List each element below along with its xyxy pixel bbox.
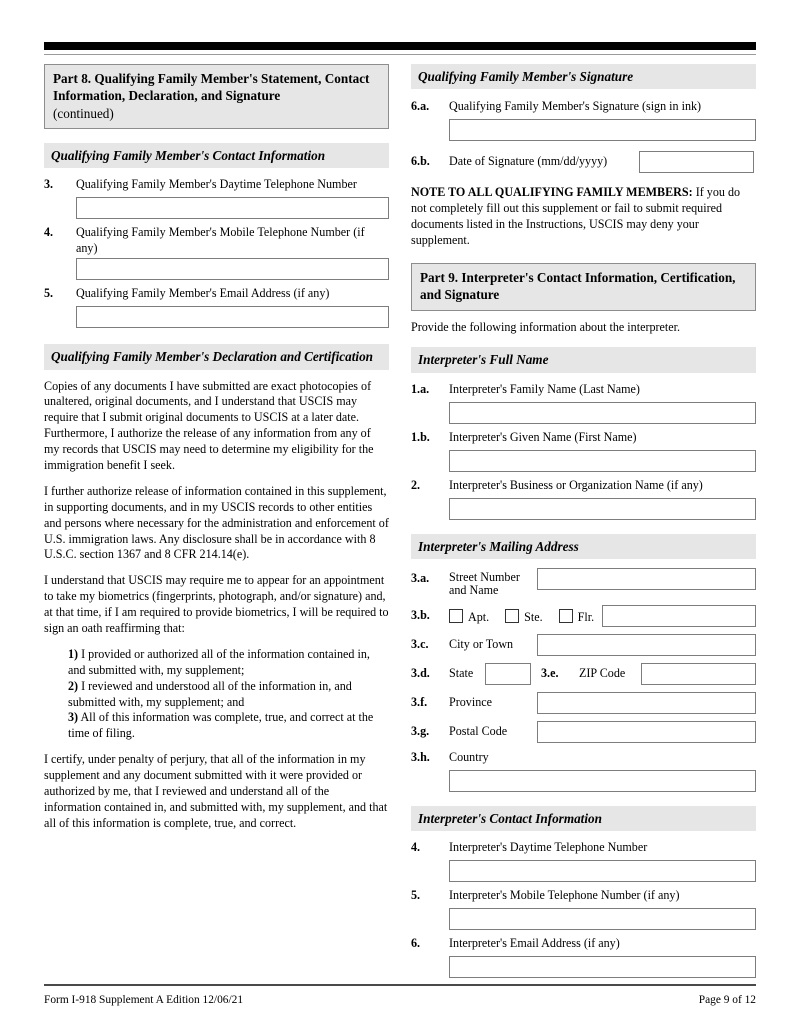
- note-body: If you do not completely fill out this supplement or fail to submit required documents listed in the Instructions, USCIS may deny your supplement.: [411, 185, 741, 247]
- interpreter-city-input[interactable]: [537, 634, 756, 656]
- field-number: 5.: [411, 887, 421, 902]
- unit-type-options: [449, 605, 602, 626]
- list-item-text: I reviewed and understood all of the information in, and submitted with, my supplement; and: [68, 678, 352, 709]
- section-heading-qfm-declaration-certification: Qualifying Family Member's Declaration and Certification: [44, 344, 389, 369]
- field-number: 3.h.: [411, 749, 430, 764]
- field-label: Date of Signature (mm/dd/yyyy): [449, 154, 608, 169]
- field-number: 1.a.: [411, 381, 430, 396]
- field-number: 3.: [44, 177, 54, 192]
- interpreter-email-address-input[interactable]: [449, 956, 756, 978]
- field-qfm-email-address: [44, 286, 389, 328]
- part-8-continued: (continued): [53, 105, 114, 121]
- footer-page-number: Page 9 of 12: [698, 994, 756, 1006]
- checkbox-icon[interactable]: [449, 609, 463, 623]
- page-top-rule: [44, 54, 756, 55]
- section-heading-qfm-contact-information: Qualifying Family Member's Contact Information: [44, 143, 389, 168]
- part-9-intro: Provide the following information about the interpreter.: [411, 319, 681, 334]
- field-interpreter-postal-code: [411, 721, 756, 743]
- field-label: Postal Code: [449, 723, 508, 738]
- field-label: Street Number and Name: [449, 569, 520, 598]
- qfm-daytime-telephone-input[interactable]: [76, 197, 389, 219]
- field-label: Interpreter's Given Name (First Name): [449, 429, 637, 444]
- interpreter-country-input[interactable]: [449, 770, 756, 792]
- left-column: [44, 64, 389, 842]
- field-number: 4.: [44, 225, 54, 240]
- field-number: 3.f.: [411, 694, 428, 709]
- part-8-header: [44, 64, 389, 129]
- interpreter-postal-code-input[interactable]: [537, 721, 756, 743]
- interpreter-province-input[interactable]: [537, 692, 756, 714]
- field-label: Country: [449, 749, 489, 764]
- declaration-paragraph-3: I understand that USCIS may require me to appear for an appointment to take my biometrics (fingerprints, photograph, and/or signature) and, at that time, if I am required to provide biometrics, I will be required to sign an oath reaffirming that:: [44, 573, 389, 635]
- interpreter-mobile-telephone-input[interactable]: [449, 908, 756, 930]
- section-heading-interpreter-full-name: Interpreter's Full Name: [411, 347, 756, 372]
- list-item-text: I provided or authorized all of the information contained in, and submitted with, my supplement;: [68, 646, 370, 677]
- list-item: [68, 710, 389, 742]
- qfm-email-address-input[interactable]: [76, 306, 389, 328]
- checkbox-icon[interactable]: [559, 609, 573, 623]
- field-number: 3.a.: [411, 570, 430, 585]
- part-8-title: Part 8. Qualifying Family Member's Statement, Contact Information, Declaration, and Signature: [53, 71, 370, 104]
- declaration-paragraph-2: I further authorize release of information contained in this supplement, in supporting documents, and in my USCIS records to other entities and persons where necessary for the administration and enforcement of U.S. immigration laws. Any disclosure shall be in accordance with 8 U.S.C. section 1367 and 8 CFR 214.14(e).: [44, 483, 389, 562]
- field-number: 6.: [411, 935, 421, 950]
- footer-form-edition: Form I-918 Supplement A Edition 12/06/21: [44, 994, 244, 1006]
- field-interpreter-family-name: [411, 382, 756, 424]
- note-bold-lead: NOTE TO ALL QUALIFYING FAMILY MEMBERS:: [411, 185, 693, 200]
- field-interpreter-unit-type: [411, 605, 756, 627]
- field-number: 2.: [411, 477, 421, 492]
- page-top-bar: [44, 42, 756, 50]
- interpreter-family-name-input[interactable]: [449, 402, 756, 424]
- field-label: Qualifying Family Member's Daytime Telephone Number: [76, 177, 357, 192]
- field-number: 3.g.: [411, 723, 430, 738]
- note-to-qualifying-family-members: [411, 185, 756, 249]
- field-interpreter-email-address: [411, 936, 756, 978]
- field-label: Qualifying Family Member's Mobile Telephone Number (if any): [76, 225, 365, 255]
- field-label: Interpreter's Email Address (if any): [449, 935, 620, 950]
- checkbox-label: Apt.: [468, 609, 490, 624]
- qfm-date-of-signature-input[interactable]: [639, 151, 754, 173]
- footer-rule: [44, 984, 756, 986]
- field-qfm-date-of-signature: [411, 151, 756, 173]
- interpreter-street-input[interactable]: [537, 568, 756, 590]
- field-label: Interpreter's Daytime Telephone Number: [449, 839, 648, 854]
- declaration-paragraph-4: I certify, under penalty of perjury, that all of the information in my supplement and any document submitted with it were provided or authorized by me, that I reviewed and understand all of the information contained in, and submitted with, my supplement, and that all of this information is complete, true, and correct.: [44, 752, 388, 830]
- interpreter-zip-input[interactable]: [641, 663, 756, 685]
- field-number: 6.b.: [411, 154, 430, 169]
- field-label: Interpreter's Family Name (Last Name): [449, 381, 640, 396]
- field-interpreter-street: [411, 568, 756, 598]
- list-item-number: 2): [68, 678, 79, 693]
- field-number: 5.: [44, 286, 54, 301]
- declaration-paragraph-1: Copies of any documents I have submitted are exact photocopies of unaltered, original documents, and I understand that USCIS may require that I submit original documents to USCIS at a later date. Furthermore, I authorize the release of any information from any of my records that USCIS may need to determine my eligibility for the immigration benefit I seek.: [44, 378, 374, 472]
- field-label: Province: [449, 694, 492, 709]
- qfm-signature-input[interactable]: [449, 119, 756, 141]
- field-interpreter-business-name: [411, 478, 756, 520]
- field-interpreter-country: [411, 750, 756, 792]
- checkbox-label: Flr.: [577, 609, 595, 624]
- field-interpreter-province: [411, 692, 756, 714]
- field-qfm-mobile-telephone: [44, 225, 389, 280]
- field-label: ZIP Code: [579, 665, 626, 680]
- checkbox-option-apt[interactable]: [449, 610, 489, 624]
- section-heading-interpreter-mailing-address: Interpreter's Mailing Address: [411, 534, 756, 559]
- list-item-text: All of this information was complete, true, and correct at the time of filing.: [68, 710, 374, 741]
- interpreter-unit-number-input[interactable]: [602, 605, 756, 627]
- list-item: [68, 647, 389, 679]
- qfm-mobile-telephone-input[interactable]: [76, 258, 389, 280]
- checkbox-label: Ste.: [524, 609, 543, 624]
- field-number: 4.: [411, 839, 421, 854]
- list-item: [68, 679, 389, 711]
- interpreter-business-name-input[interactable]: [449, 498, 756, 520]
- list-item-number: 1): [68, 646, 79, 661]
- field-interpreter-city: [411, 634, 756, 656]
- interpreter-daytime-telephone-input[interactable]: [449, 860, 756, 882]
- checkbox-option-flr[interactable]: [559, 610, 594, 624]
- declaration-oath-list: [68, 647, 389, 742]
- field-interpreter-given-name: [411, 430, 756, 472]
- part-9-header: [411, 263, 756, 311]
- part-9-title: Part 9. Interpreter's Contact Information, Certification, and Signature: [420, 269, 736, 303]
- field-label: Qualifying Family Member's Email Address (if any): [76, 286, 330, 301]
- checkbox-icon[interactable]: [505, 609, 519, 623]
- field-label: Interpreter's Business or Organization Name (if any): [449, 477, 703, 492]
- field-number: 3.b.: [411, 607, 430, 622]
- field-qfm-daytime-telephone: [44, 177, 389, 219]
- field-number: 3.d.: [411, 665, 430, 680]
- section-heading-interpreter-contact-information: Interpreter's Contact Information: [411, 806, 756, 831]
- field-label: State: [449, 665, 474, 680]
- field-interpreter-daytime-telephone: [411, 840, 756, 882]
- right-column: [411, 64, 756, 984]
- field-number: 3.e.: [541, 665, 559, 680]
- interpreter-given-name-input[interactable]: [449, 450, 756, 472]
- interpreter-state-input[interactable]: [485, 663, 531, 685]
- list-item-number: 3): [68, 710, 79, 725]
- field-interpreter-state-zip: [411, 663, 756, 685]
- field-label: Interpreter's Mobile Telephone Number (if any): [449, 887, 680, 902]
- field-label: City or Town: [449, 636, 514, 651]
- field-qfm-signature: [411, 99, 756, 141]
- field-number: 3.c.: [411, 636, 429, 651]
- field-number: 1.b.: [411, 429, 430, 444]
- checkbox-option-ste[interactable]: [505, 610, 542, 624]
- field-label: Qualifying Family Member's Signature (sign in ink): [449, 99, 702, 114]
- field-number: 6.a.: [411, 99, 430, 114]
- field-interpreter-mobile-telephone: [411, 888, 756, 930]
- section-heading-qfm-signature: Qualifying Family Member's Signature: [411, 64, 756, 89]
